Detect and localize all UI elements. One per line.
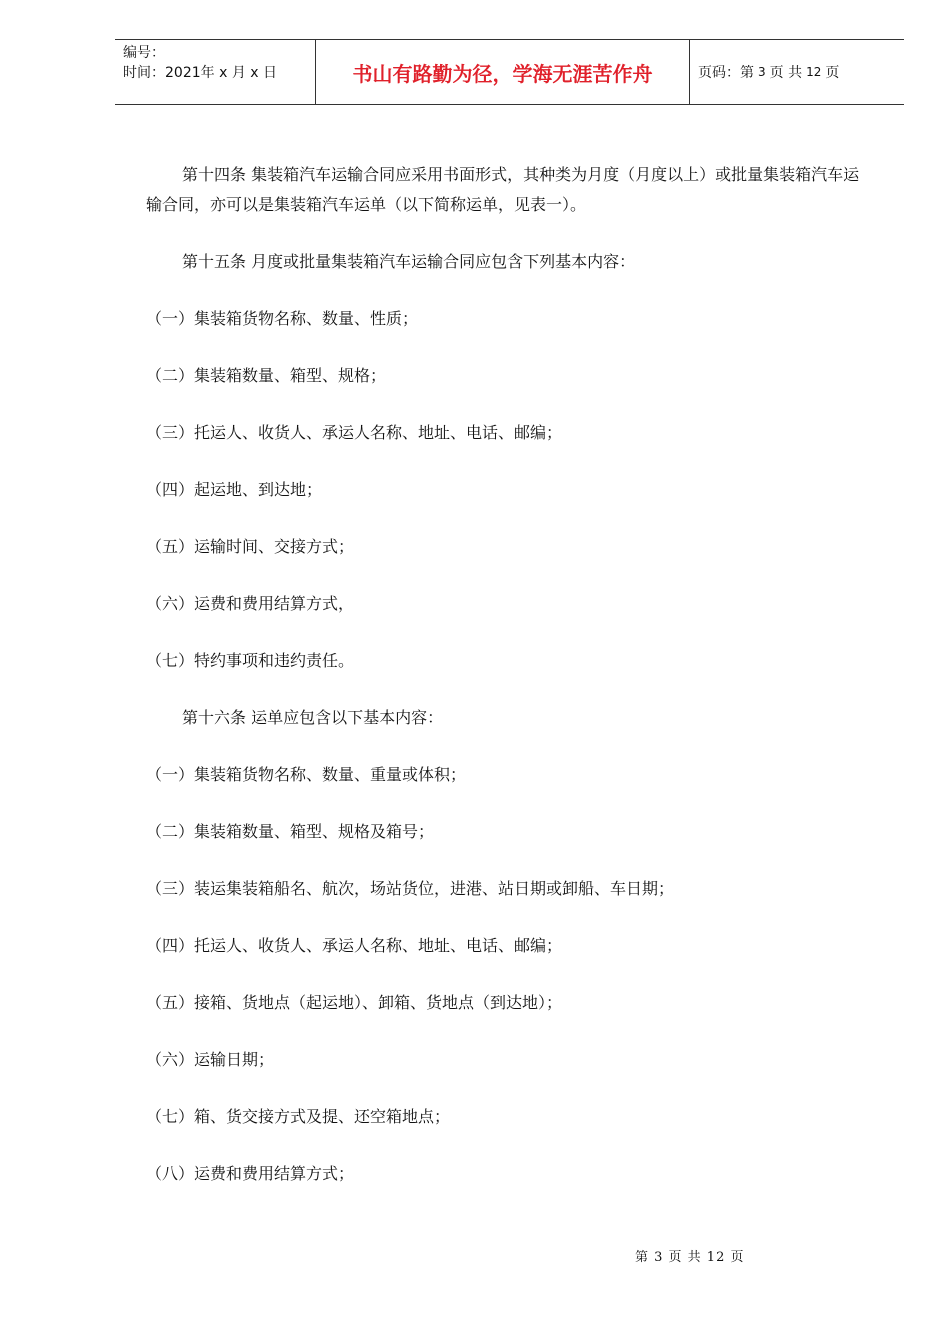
list-item: （七）箱、货交接方式及提、还空箱地点； bbox=[146, 1107, 451, 1126]
document-body bbox=[146, 160, 866, 1189]
page-mid: 页 共 bbox=[769, 65, 803, 81]
page-prefix: 页码：第 bbox=[698, 65, 754, 81]
list-item: （五）运输时间、交接方式； bbox=[146, 537, 355, 556]
page-current: 3 bbox=[758, 65, 766, 79]
header-meta bbox=[115, 40, 316, 104]
time-line bbox=[123, 63, 315, 83]
page-header bbox=[115, 39, 904, 105]
list-item: （六）运费和费用结算方式， bbox=[146, 594, 355, 613]
header-page-info bbox=[690, 40, 904, 104]
list-item: （四）起运地、到达地； bbox=[146, 480, 323, 499]
list-item: （二）集装箱数量、箱型、规格； bbox=[146, 366, 387, 385]
list-item: （五）接箱、货地点（起运地）、卸箱、货地点（到达地）； bbox=[146, 993, 563, 1012]
page-footer: 第 3 页 共 12 页 bbox=[635, 1250, 745, 1265]
list-item: （二）集装箱数量、箱型、规格及箱号； bbox=[146, 822, 435, 841]
list-item: （六）运输日期； bbox=[146, 1050, 275, 1069]
page-total: 12 bbox=[806, 65, 822, 79]
time-rest: 年 x 月 x 日 bbox=[200, 65, 278, 81]
list-item: （一）集装箱货物名称、数量、性质； bbox=[146, 309, 419, 328]
list-item: （三）装运集装箱船名、航次，场站货位，进港、站日期或卸船、车日期； bbox=[146, 879, 675, 898]
serial-label: 编号： bbox=[123, 45, 165, 61]
list-item: （七）特约事项和违约责任。 bbox=[146, 651, 355, 670]
page-suffix: 页 bbox=[825, 65, 840, 81]
article-14: 第十四条 集装箱汽车运输合同应采用书面形式，其种类为月度（月度以上）或批量集装箱汽车运输合同，亦可以是集装箱汽车运单（以下简称运单，见表一）。 bbox=[146, 165, 860, 214]
list-item: （八）运费和费用结算方式； bbox=[146, 1164, 355, 1183]
header-motto: 书山有路勤为径，学海无涯苦作舟 bbox=[316, 40, 690, 104]
list-item: （一）集装箱货物名称、数量、重量或体积； bbox=[146, 765, 467, 784]
time-year: 2021 bbox=[165, 65, 201, 81]
article-15: 第十五条 月度或批量集装箱汽车运输合同应包含下列基本内容： bbox=[182, 252, 636, 271]
list-item: （四）托运人、收货人、承运人名称、地址、电话、邮编； bbox=[146, 936, 563, 955]
list-item: （三）托运人、收货人、承运人名称、地址、电话、邮编； bbox=[146, 423, 563, 442]
time-label: 时间： bbox=[123, 65, 165, 81]
article-16: 第十六条 运单应包含以下基本内容： bbox=[182, 708, 444, 727]
